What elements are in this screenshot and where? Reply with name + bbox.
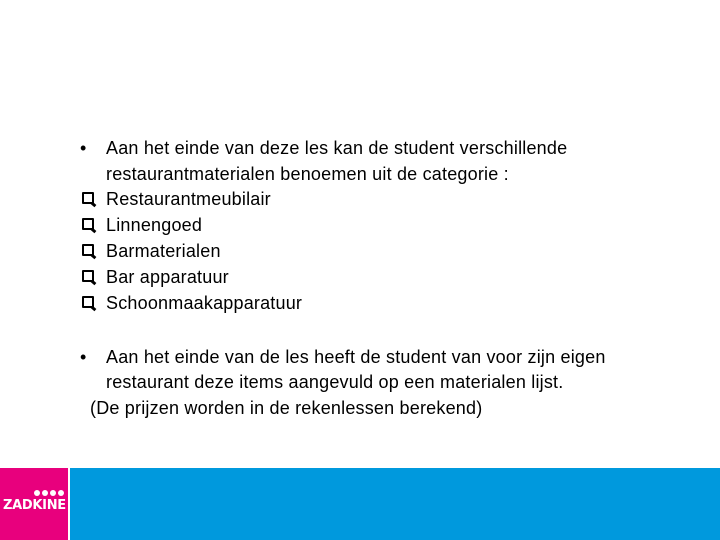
paragraph1-line2: restaurantmaterialen benoemen uit de categorie : xyxy=(106,164,509,184)
zadkine-logo xyxy=(0,468,68,540)
category-item: Schoonmaakapparatuur xyxy=(106,293,303,313)
footer-bar xyxy=(0,468,720,540)
paragraph1-line1: Aan het einde van deze les kan de student verschillende xyxy=(106,138,568,158)
category-item: Linnengoed xyxy=(106,215,203,235)
square-bullet-icon xyxy=(82,296,94,308)
footer-blue-band xyxy=(70,468,720,540)
square-bullet-icon xyxy=(82,244,94,256)
square-bullet-icon xyxy=(82,218,94,230)
square-bullet-icon xyxy=(82,270,94,282)
paragraph2-line3: (De prijzen worden in de rekenlessen berekend) xyxy=(90,398,483,418)
paragraph2-line1: Aan het einde van de les heeft de student van voor zijn eigen xyxy=(106,347,606,367)
logo-text: ZADKINE xyxy=(3,498,66,513)
category-item: Bar apparatuur xyxy=(106,267,229,287)
category-item: Restaurantmeubilair xyxy=(106,189,271,209)
category-item: Barmaterialen xyxy=(106,241,221,261)
bullet-dot: • xyxy=(80,347,87,367)
square-bullet-icon xyxy=(82,192,94,204)
bullet-dot: • xyxy=(80,138,87,158)
paragraph2-line2: restaurant deze items aangevuld op een materialen lijst. xyxy=(106,372,564,392)
four-dots-logo-icon xyxy=(34,490,66,498)
